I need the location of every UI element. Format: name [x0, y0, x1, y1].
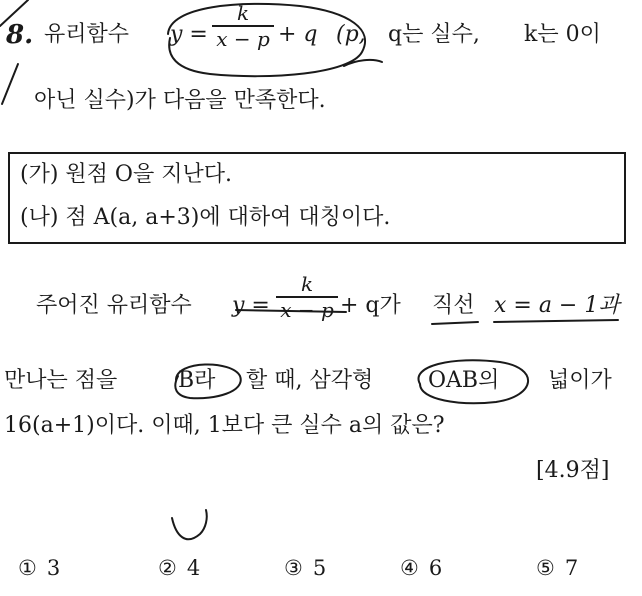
choice-2[interactable]	[158, 556, 200, 580]
equation-2-fraction	[276, 273, 338, 321]
line-equation: x = a − 1과	[494, 293, 620, 318]
problem-text-1c: q는 실수,	[388, 22, 480, 47]
check-mark	[172, 510, 207, 539]
underline-mark	[432, 322, 478, 324]
choice-5[interactable]	[536, 556, 578, 580]
choice-mark: ①	[18, 556, 37, 580]
condition-a: (가) 원점 O을 지난다.	[20, 162, 232, 187]
body-text-5: 16(a+1)이다. 이때, 1보다 큰 실수 a의 값은?	[4, 413, 445, 438]
condition-b: (나) 점 A(a, a+3)에 대하여 대칭이다.	[20, 205, 391, 230]
underline-mark	[344, 60, 382, 66]
choice-value: 7	[564, 556, 579, 580]
body-text-4b: B라	[178, 368, 216, 393]
choice-value: 3	[46, 556, 61, 580]
body-text-4d: OAB의	[428, 368, 500, 393]
equation-1-denominator: x − p	[216, 27, 270, 51]
equation-2-numerator: k	[300, 272, 314, 296]
body-text-3b: 직선	[432, 293, 475, 318]
problem-text-1d: k는 0이	[524, 22, 601, 47]
body-text-4e: 넓이가	[548, 368, 612, 393]
choice-value: 5	[312, 556, 327, 580]
equation-2-rhs: + q가	[340, 293, 401, 318]
choice-1[interactable]	[18, 556, 60, 580]
points-label: [4.9점]	[536, 458, 610, 483]
problem-text-1b: (p,	[336, 22, 366, 47]
choice-mark: ②	[158, 556, 177, 580]
equation-1-fraction	[212, 2, 274, 50]
choice-mark: ⑤	[536, 556, 555, 580]
body-text-3a: 주어진 유리함수	[36, 293, 192, 318]
problem-text-2: 아닌 실수)가 다음을 만족한다.	[34, 88, 326, 113]
body-text-4a: 만나는 점을	[4, 368, 118, 393]
choice-3[interactable]	[284, 556, 326, 580]
choice-mark: ④	[400, 556, 419, 580]
choice-4[interactable]	[400, 556, 442, 580]
problem-text-1a: 유리함수	[44, 22, 130, 47]
slash-mark	[2, 64, 18, 104]
equation-1-numerator: k	[236, 1, 250, 25]
equation-1-lhs: y =	[170, 22, 208, 47]
equation-2-denominator: x − p	[280, 298, 334, 322]
equation-2-lhs: y =	[232, 293, 270, 318]
equation-1-rhs: + q	[278, 22, 318, 47]
choice-mark: ③	[284, 556, 303, 580]
problem-number: 8.	[6, 20, 34, 50]
body-text-4c: 할 때, 삼각형	[246, 368, 374, 393]
choice-value: 4	[186, 556, 201, 580]
choice-value: 6	[428, 556, 443, 580]
